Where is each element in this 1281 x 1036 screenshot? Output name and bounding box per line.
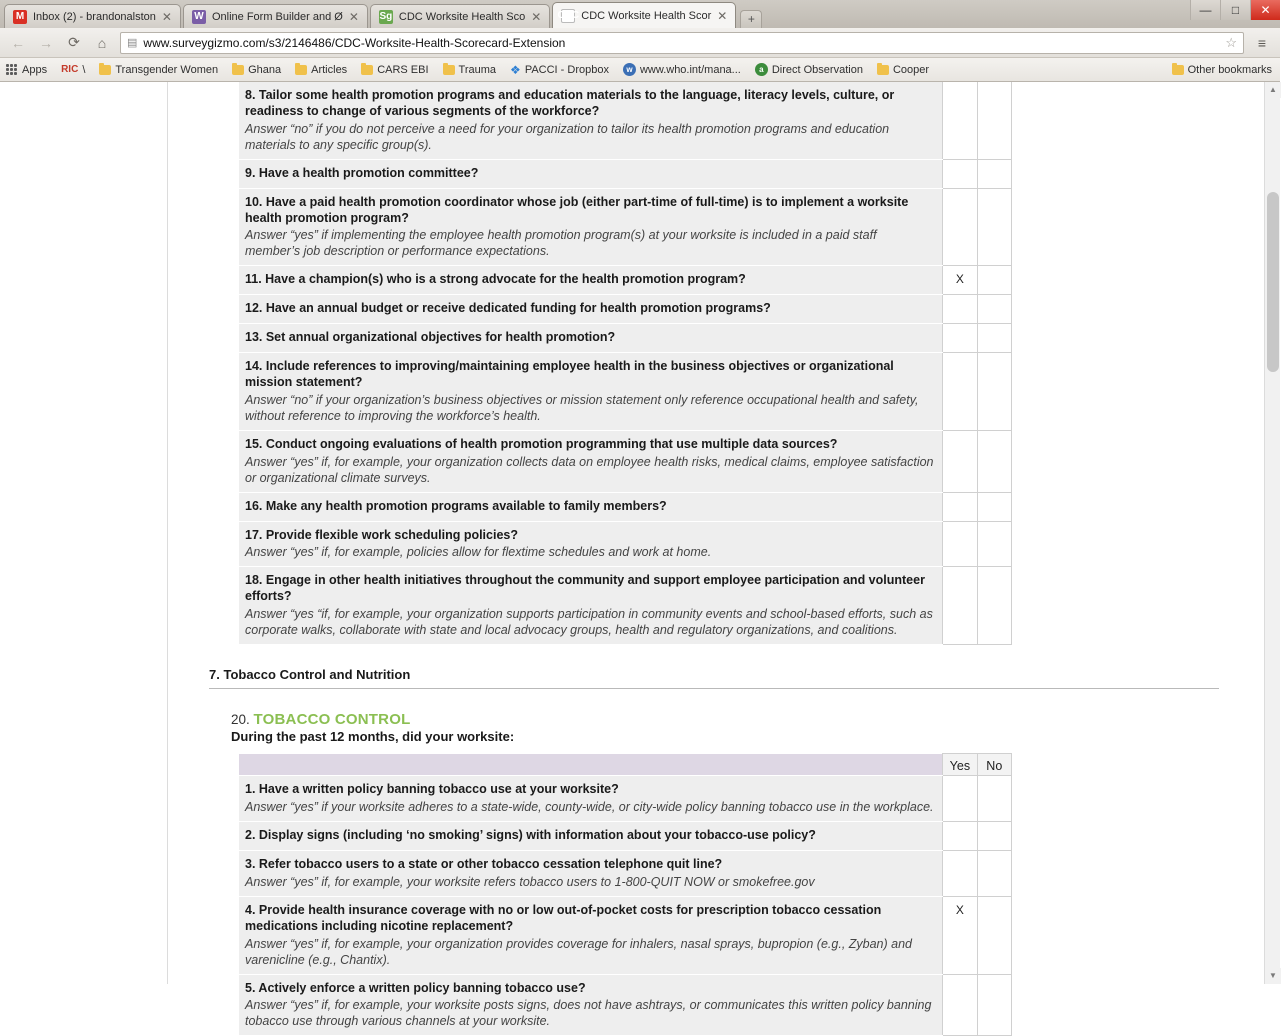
folder-icon bbox=[361, 65, 373, 75]
table-row bbox=[239, 295, 1012, 324]
answer-no-cell[interactable] bbox=[977, 159, 1011, 188]
tab-strip bbox=[0, 0, 1280, 28]
answer-yes-cell[interactable] bbox=[943, 353, 977, 431]
question-help: Answer “yes” if, for example, policies allow for flextime schedules and work at home. bbox=[245, 545, 712, 560]
question-text: 4. Provide health insurance coverage with no or low out-of-pocket costs for prescription tobacco cessation medications including nicotine replacement? bbox=[245, 902, 882, 933]
table-header-row bbox=[239, 754, 1012, 776]
answer-no-cell[interactable] bbox=[977, 896, 1011, 974]
question-help: Answer “yes” if implementing the employee health promotion program(s) at your worksite is included in a paid staff member’s job description or performance expectations. bbox=[245, 228, 877, 259]
question-heading bbox=[231, 711, 1247, 728]
tab-title: Online Form Builder and Ø bbox=[211, 10, 343, 23]
question-help: Answer “no” if your organization’s business objectives or mission statement only reference occupational health and safety, without reference to improving the workforce’s health. bbox=[245, 392, 919, 423]
apps-grid-icon bbox=[6, 64, 18, 76]
answer-yes-cell[interactable] bbox=[943, 188, 977, 266]
new-tab-button[interactable]: + bbox=[740, 10, 762, 28]
bookmark-ghana[interactable] bbox=[232, 64, 281, 76]
question-text: 5. Actively enforce a written policy banning tobacco use? bbox=[245, 980, 586, 995]
answer-yes-cell[interactable] bbox=[943, 295, 977, 324]
bookmark-star-icon[interactable]: ☆ bbox=[1225, 34, 1237, 50]
table-row bbox=[239, 82, 1012, 159]
table-row bbox=[239, 896, 1012, 974]
page-viewport bbox=[0, 82, 1280, 1029]
surveygizmo-icon: Sg bbox=[379, 11, 393, 22]
tab-gmail[interactable] bbox=[4, 4, 181, 28]
answer-yes-cell[interactable] bbox=[943, 974, 977, 1036]
bookmark-label: Cooper bbox=[892, 63, 930, 76]
bookmarks-bar bbox=[0, 58, 1280, 82]
reload-icon[interactable]: ⟳ bbox=[68, 34, 80, 50]
amazon-icon: a bbox=[755, 63, 768, 76]
table-row bbox=[239, 430, 1012, 492]
question-text: 16. Make any health promotion programs available to family members? bbox=[245, 498, 667, 513]
bookmark-label: PACCI - Dropbox bbox=[524, 63, 609, 76]
close-icon[interactable]: ✕ bbox=[348, 9, 359, 24]
bookmark-cars-ebi[interactable] bbox=[361, 64, 428, 76]
answer-yes-cell[interactable] bbox=[943, 850, 977, 896]
bookmark-transgender-women[interactable] bbox=[99, 64, 218, 76]
answer-no-cell[interactable] bbox=[977, 188, 1011, 266]
bookmark-trauma[interactable] bbox=[443, 64, 497, 76]
table-row bbox=[239, 324, 1012, 353]
answer-no-cell[interactable] bbox=[977, 776, 1011, 822]
bookmark-label: \ bbox=[82, 63, 86, 76]
scrollbar-thumb[interactable] bbox=[1267, 192, 1279, 372]
question-text: 3. Refer tobacco users to a state or other tobacco cessation telephone quit line? bbox=[245, 856, 723, 871]
tab-form-builder[interactable] bbox=[183, 4, 368, 28]
question-table-tobacco bbox=[239, 753, 1012, 1036]
globe-icon: w bbox=[623, 63, 636, 76]
page-left-margin bbox=[0, 82, 168, 984]
bookmark-label: Articles bbox=[311, 63, 348, 76]
table-row bbox=[239, 822, 1012, 851]
bookmark-direct-observation[interactable] bbox=[755, 63, 863, 76]
table-row bbox=[239, 850, 1012, 896]
answer-no-cell[interactable] bbox=[977, 567, 1011, 645]
question-subtitle: During the past 12 months, did your worksite: bbox=[231, 729, 515, 745]
table-row bbox=[239, 266, 1012, 295]
question-text: 13. Set annual organizational objectives for health promotion? bbox=[245, 330, 616, 345]
answer-yes-cell[interactable] bbox=[943, 159, 977, 188]
table-row bbox=[239, 974, 1012, 1036]
forward-icon[interactable]: → bbox=[39, 34, 53, 51]
question-text: 2. Display signs (including ‘no smoking’ signs) with information about your tobacco-use policy? bbox=[245, 828, 816, 842]
answer-no-cell[interactable] bbox=[977, 492, 1011, 521]
url-text[interactable]: www.surveygizmo.com/s3/2146486/CDC-Worksite-Health-Scorecard-Extension bbox=[143, 35, 566, 50]
folder-icon bbox=[99, 65, 111, 75]
section-title: Tobacco Control and Nutrition bbox=[223, 667, 411, 683]
header-spacer bbox=[239, 754, 943, 776]
answer-yes-cell[interactable] bbox=[943, 567, 977, 645]
survey-content bbox=[169, 82, 1247, 1036]
table-row bbox=[239, 492, 1012, 521]
answer-yes-cell[interactable] bbox=[943, 82, 977, 159]
answer-no-cell[interactable] bbox=[977, 266, 1011, 295]
browser-menu-icon[interactable]: ≡ bbox=[1257, 34, 1267, 51]
table-row bbox=[239, 188, 1012, 266]
question-help: Answer “yes” if, for example, your worksite refers tobacco users to 1-800-QUIT NOW or smokefree.gov bbox=[245, 874, 815, 889]
close-window-button[interactable]: ✕ bbox=[1250, 0, 1280, 20]
answer-yes-cell[interactable] bbox=[943, 776, 977, 822]
answer-no-cell[interactable] bbox=[977, 430, 1011, 492]
answer-no-cell[interactable] bbox=[977, 822, 1011, 851]
question-text: 11. Have a champion(s) who is a strong advocate for the health promotion program? bbox=[245, 272, 746, 287]
bookmark-label: Direct Observation bbox=[771, 63, 863, 76]
question-text: 8. Tailor some health promotion programs and education materials to the language, literacy levels, culture, or readiness to change of various segments of the workforce? bbox=[245, 88, 895, 118]
bookmark-label: Trauma bbox=[458, 63, 497, 76]
question-help: Answer “yes “if, for example, your organization supports participation in community events and school-based efforts, such as corporate walks, collaborate with state and local advocacy groups, health and regulatory organizations, and coalitions. bbox=[245, 607, 933, 638]
answer-no-cell[interactable] bbox=[977, 82, 1011, 159]
question-help: Answer “no” if you do not perceive a need for your organization to tailor its health promotion programs and education materials to any specific group(s). bbox=[245, 121, 890, 152]
page-info-icon: ▤ bbox=[127, 37, 138, 49]
bookmark-label: www.who.int/mana... bbox=[639, 63, 741, 76]
folder-icon bbox=[1172, 65, 1184, 75]
question-text: 14. Include references to improving/maintaining employee health in the business objectives or organizational mission statement? bbox=[245, 359, 894, 389]
answer-no-cell[interactable] bbox=[977, 324, 1011, 353]
answer-no-cell[interactable] bbox=[977, 353, 1011, 431]
folder-icon bbox=[295, 65, 307, 75]
bookmark-pacci-dropbox[interactable] bbox=[510, 63, 609, 77]
folder-icon bbox=[443, 65, 455, 75]
answer-yes-cell[interactable] bbox=[943, 430, 977, 492]
maximize-button[interactable]: □ bbox=[1220, 0, 1250, 20]
other-bookmarks-button[interactable] bbox=[1172, 64, 1272, 76]
bookmark-who[interactable] bbox=[623, 63, 741, 76]
address-bar[interactable] bbox=[120, 32, 1244, 54]
bookmark-articles[interactable] bbox=[295, 64, 347, 76]
question-text: 12. Have an annual budget or receive dedicated funding for health promotion programs? bbox=[245, 301, 771, 316]
tab-cdc-scorecard-sg[interactable] bbox=[370, 4, 550, 28]
table-row bbox=[239, 567, 1012, 645]
navigation-toolbar bbox=[0, 28, 1280, 58]
bookmark-ric[interactable] bbox=[61, 64, 85, 76]
tab-title: CDC Worksite Health Sco bbox=[398, 10, 526, 23]
home-icon[interactable]: ⌂ bbox=[97, 34, 107, 51]
wufoo-icon: W bbox=[192, 10, 206, 24]
column-header-no: No bbox=[977, 754, 1011, 776]
bookmark-cooper[interactable] bbox=[877, 64, 929, 76]
question-help: Answer “yes” if, for example, your worksite posts signs, does not have ashtrays, or communicates this written policy banning tobacco use through various channels at your worksite. bbox=[245, 998, 932, 1029]
folder-icon bbox=[232, 65, 244, 75]
answer-yes-cell[interactable] bbox=[943, 521, 977, 567]
minimize-button[interactable]: — bbox=[1190, 0, 1220, 20]
question-text: 18. Engage in other health initiatives throughout the community and support employee participation and volunteer efforts? bbox=[245, 573, 925, 604]
bookmark-apps[interactable] bbox=[6, 64, 47, 76]
ric-icon: RIC bbox=[61, 64, 79, 75]
section-number: 7. bbox=[209, 667, 220, 683]
gmail-icon: M bbox=[13, 10, 27, 24]
question-help: Answer “yes” if your worksite adheres to a state-wide, county-wide, or city-wide policy banning tobacco use in the workplace. bbox=[245, 800, 934, 814]
table-row bbox=[239, 521, 1012, 567]
answer-no-cell[interactable] bbox=[977, 295, 1011, 324]
question-text: 9. Have a health promotion committee? bbox=[245, 165, 479, 180]
tab-title: Inbox (2) - brandonalston bbox=[33, 10, 156, 23]
question-text: 17. Provide flexible work scheduling policies? bbox=[245, 527, 518, 542]
window-controls bbox=[1190, 0, 1280, 20]
tab-cdc-scorecard-active[interactable] bbox=[552, 2, 736, 28]
question-table-previous bbox=[239, 82, 1012, 645]
folder-icon bbox=[877, 65, 889, 75]
bookmark-label: Apps bbox=[22, 63, 48, 76]
close-icon[interactable]: ✕ bbox=[531, 9, 542, 24]
bookmark-label: CARS EBI bbox=[377, 63, 429, 76]
question-help: Answer “yes” if, for example, your organization provides coverage for inhalers, nasal sprays, bupropion (e.g., Zyban) and varenicline (e.g., Chantix). bbox=[245, 936, 912, 967]
dropbox-icon: ❖ bbox=[510, 62, 521, 77]
question-text: 1. Have a written policy banning tobacco use at your worksite? bbox=[245, 782, 619, 797]
scroll-down-icon[interactable]: ▼ bbox=[1265, 968, 1281, 984]
answer-yes-cell[interactable] bbox=[943, 492, 977, 521]
bookmark-label: Other bookmarks bbox=[1187, 63, 1272, 76]
scroll-up-icon[interactable]: ▲ bbox=[1265, 82, 1281, 98]
page-scrollbar[interactable] bbox=[1264, 82, 1280, 984]
close-icon[interactable]: ✕ bbox=[717, 8, 728, 23]
question-number: 20. bbox=[231, 712, 250, 728]
column-header-yes: Yes bbox=[943, 754, 977, 776]
tab-title: CDC Worksite Health Scor bbox=[581, 9, 712, 22]
close-icon[interactable]: ✕ bbox=[161, 9, 172, 24]
table-row bbox=[239, 159, 1012, 188]
question-help: Answer “yes” if, for example, your organization collects data on employee health risks, medical claims, employee satisfaction or organizational climate surveys. bbox=[245, 454, 934, 485]
answer-yes-cell[interactable]: X bbox=[943, 266, 977, 295]
table-row bbox=[239, 776, 1012, 822]
question-title: TOBACCO CONTROL bbox=[253, 711, 411, 729]
question-text: 10. Have a paid health promotion coordinator whose job (either part-time of full-time) is to implement a worksite health promotion program? bbox=[245, 194, 909, 225]
table-row bbox=[239, 353, 1012, 431]
answer-yes-cell[interactable] bbox=[943, 324, 977, 353]
answer-no-cell[interactable] bbox=[977, 974, 1011, 1036]
answer-yes-cell[interactable]: X bbox=[943, 896, 977, 974]
cdc-icon: CDC bbox=[557, 10, 580, 21]
bookmark-label: Ghana bbox=[248, 63, 282, 76]
answer-no-cell[interactable] bbox=[977, 521, 1011, 567]
answer-yes-cell[interactable] bbox=[943, 822, 977, 851]
section-header bbox=[209, 667, 1219, 689]
question-text: 15. Conduct ongoing evaluations of health promotion programming that use multiple data sources? bbox=[245, 436, 838, 451]
back-icon[interactable]: ← bbox=[11, 34, 25, 51]
answer-no-cell[interactable] bbox=[977, 850, 1011, 896]
question-block-20 bbox=[169, 711, 1247, 1036]
bookmark-label: Transgender Women bbox=[115, 63, 219, 76]
